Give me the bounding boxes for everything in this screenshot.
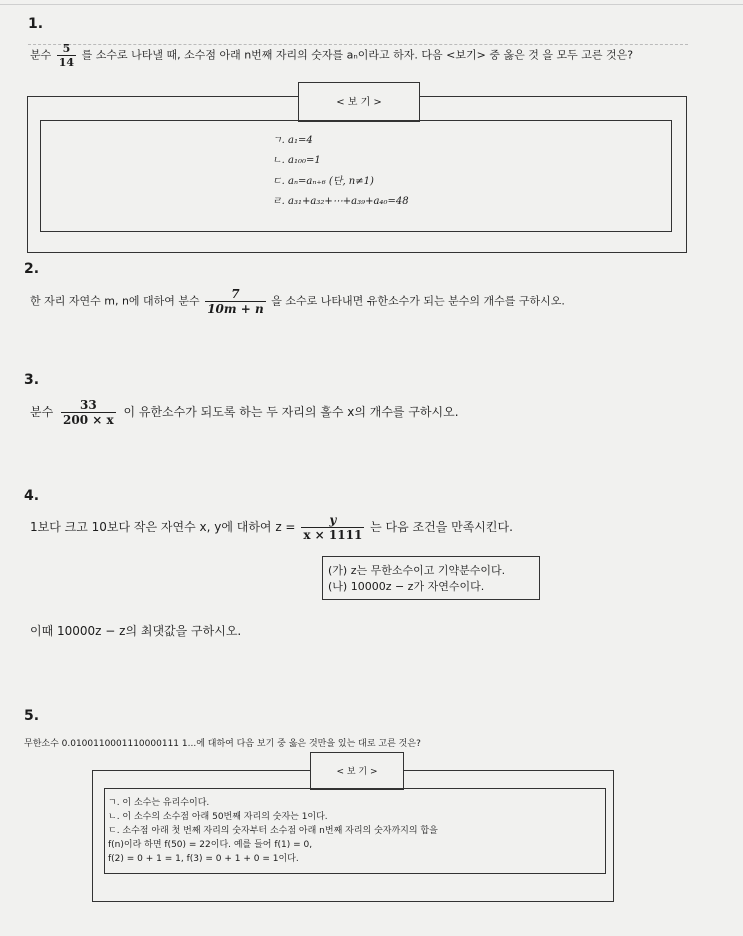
q4-frac-num: y bbox=[301, 513, 364, 528]
q4-pre: 1보다 크고 10보다 작은 자연수 x, y에 대하여 z = bbox=[30, 520, 296, 534]
q2-frac-den: 10m + n bbox=[207, 302, 264, 316]
q1-item-3: ㄷ. aₙ=aₙ₊₆ (단, n≠1) bbox=[272, 176, 374, 187]
q3-fraction bbox=[61, 398, 116, 427]
q2-pre: 한 자리 자연수 m, n에 대하여 분수 bbox=[30, 294, 200, 308]
q5-number: 5. bbox=[24, 708, 40, 724]
q4-ask: 이때 10000z − z의 최댓값을 구하시오. bbox=[30, 624, 242, 638]
q3-pre: 분수 bbox=[30, 405, 54, 419]
q3-text bbox=[30, 398, 459, 427]
q4-fraction bbox=[301, 513, 364, 542]
top-edge bbox=[0, 0, 743, 5]
q4-condition-2: (나) 10000z − z가 자연수이다. bbox=[328, 580, 485, 593]
q1-box-title: < 보 기 > bbox=[298, 82, 420, 122]
q3-post: 이 유한소수가 되도록 하는 두 자리의 홀수 x의 개수를 구하시오. bbox=[123, 405, 459, 419]
q4-condition-1: (가) z는 무한소수이고 기약분수이다. bbox=[328, 564, 506, 577]
q2-post: 을 소수로 나타내면 유한소수가 되는 분수의 개수를 구하시오. bbox=[271, 294, 565, 308]
q2-text bbox=[30, 287, 565, 316]
q1-fraction bbox=[57, 42, 76, 69]
q5-item-3: ㄷ. 소수점 아래 첫 번째 자리의 숫자부터 소수점 아래 n번째 자리의 숫자까지의 합을 bbox=[108, 826, 438, 836]
q4-number: 4. bbox=[24, 488, 40, 504]
q4-text bbox=[30, 513, 513, 542]
q1-post: 를 소수로 나타낼 때, 소수점 아래 n번째 자리의 숫자를 aₙ이라고 하자. 다음 <보기> 중 옳은 것 을 모두 고른 것은? bbox=[81, 48, 634, 62]
q2-frac-num: 7 bbox=[205, 287, 266, 302]
q5-box-title: < 보 기 > bbox=[310, 752, 404, 790]
q3-frac-den: 200 × x bbox=[63, 413, 114, 427]
q2-fraction bbox=[205, 287, 266, 316]
q2-number: 2. bbox=[24, 261, 40, 277]
q5-item-1: ㄱ. 이 소수는 유리수이다. bbox=[108, 798, 210, 808]
q1-item-1: ㄱ. a₁=4 bbox=[272, 135, 313, 146]
q1-number: 1. bbox=[28, 16, 44, 32]
q1-frac-den: 14 bbox=[58, 56, 75, 69]
q1-frac-num: 5 bbox=[57, 42, 76, 56]
q1-item-4: ㄹ. a₃₁+a₃₂+⋯+a₃₉+a₄₀=48 bbox=[272, 196, 409, 207]
q5-item-4: f(n)이라 하면 f(50) = 22이다. 예를 들어 f(1) = 0, bbox=[108, 840, 313, 850]
q3-frac-num: 33 bbox=[61, 398, 116, 413]
q5-text: 무한소수 0.0100110001110000111 1...에 대하여 다음 보기 중 옳은 것만을 있는 대로 고른 것은? bbox=[24, 739, 421, 749]
q5-item-5: f(2) = 0 + 1 = 1, f(3) = 0 + 1 + 0 = 1이다. bbox=[108, 854, 299, 864]
q4-frac-den: x × 1111 bbox=[303, 528, 363, 542]
q4-post: 는 다음 조건을 만족시킨다. bbox=[370, 520, 513, 534]
q5-item-2: ㄴ. 이 소수의 소수점 아래 50번째 자리의 숫자는 1이다. bbox=[108, 812, 328, 822]
q1-item-2: ㄴ. a₁₀₀=1 bbox=[272, 155, 321, 166]
q3-number: 3. bbox=[24, 372, 40, 388]
q1-pre: 분수 bbox=[30, 48, 52, 62]
q1-text bbox=[30, 42, 633, 69]
